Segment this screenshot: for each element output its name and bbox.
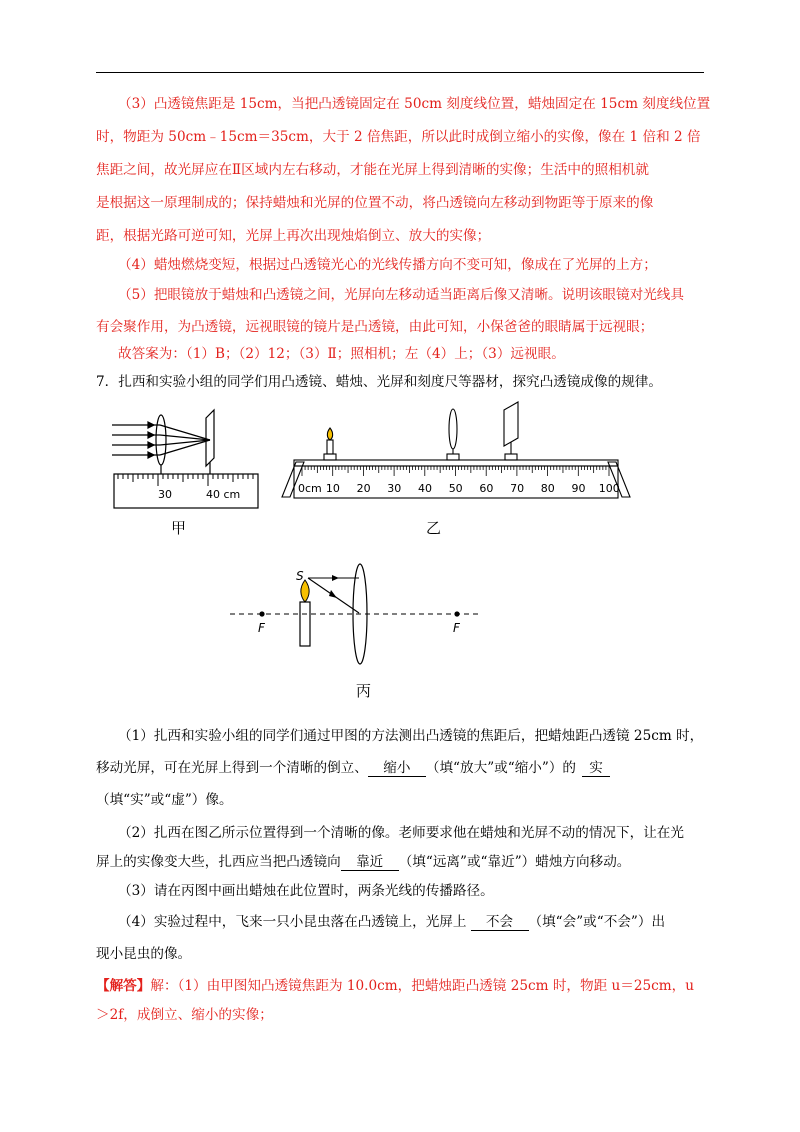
q2-line-2 [96,853,630,871]
figure-jia [110,406,262,510]
question-7-stem: 7．扎西和实验小组的同学们用凸透镜、蜡烛、光屏和刻度尺等器材，探究凸透镜成像的规律。 [96,374,662,390]
bing-flame [301,580,309,602]
prev-answer-line-7: （5）把眼镜放于蜡烛和凸透镜之间，光屏向左移动适当距离后像又清晰。说明该眼镜对光线具 [118,287,684,303]
bench-tick-label: 20 [356,482,371,495]
q2-text-a: 屏上的实像变大些，扎西应当把凸透镜向 [96,854,341,870]
candle-body [327,440,333,454]
q1-line-2 [96,759,610,777]
prev-answer-line-1: （3）凸透镜焦距是 15cm，当把凸透镜固定在 50cm 刻度线位置，蜡烛固定在 15cm 刻度线位置 [118,96,711,112]
answer-line-1 [96,977,694,995]
answer-tag: 【解答】 [96,978,151,994]
convex-lens [156,415,166,465]
q2-line-1: （2）扎西在图乙所示位置得到一个清晰的像。老师要求他在蜡烛和光屏不动的情况下，让在光 [118,825,684,841]
prev-answer-line-9: 故答案为：（1）B；（2）12；（3）Ⅱ；照相机；左（4）上；（3）远视眼。 [118,346,565,362]
bench-tick-label: 40 [418,482,432,495]
prev-answer-line-5: 距，根据光路可逆可知，光屏上再次出现烛焰倒立、放大的实像； [96,228,491,244]
figure-bing-caption: 丙 [356,682,372,700]
q1-line-3: （填“实”或“虚”）像。 [96,792,233,808]
label-f-right: F [453,621,460,635]
answer-line-2: ＞2f，成倒立、缩小的实像； [96,1007,273,1023]
q1-blank-1-answer: 缩小 [368,761,426,777]
q4-text-b: （填“会”或“不会”）出 [528,914,666,930]
q4-blank-answer: 不会 [471,915,529,931]
q4-line-2: 现小昆虫的像。 [96,946,192,962]
figure-yi-caption: 乙 [426,519,442,537]
q4-text-a: （4）实验过程中，飞来一只小昆虫落在凸透镜上，光屏上 [118,914,467,930]
bench-lens [449,409,457,449]
q1-text-a: 移动光屏，可在光屏上得到一个清晰的倒立、 [96,760,368,776]
q2-text-b: （填“远离”或“靠近”）蜡烛方向移动。 [398,854,631,870]
prev-answer-line-4: 是根据这一原理制成的；保持蜡烛和光屏的位置不动，将凸透镜向左移动到物距等于原来的像 [96,195,654,211]
screen-holder [505,454,517,460]
candle-flame [327,428,332,440]
figure-bing [228,560,484,670]
bench-tick-label: 10 [325,482,340,495]
bench-tick-label: 60 [479,482,494,495]
header-rule [96,72,704,73]
lens-holder [447,454,459,460]
figure-yi [280,400,632,500]
bench-tick-label: 80 [540,482,555,495]
bench-tick-label: 100 [598,482,620,495]
bench-tick-label: 70 [510,482,525,495]
q1-text-b: （填“放大”或“缩小”）的 [425,760,577,776]
prev-answer-line-3: 焦距之间，故光屏应在Ⅱ区域内左右移动，才能在光屏上得到清晰的实像；生活中的照相机就 [96,162,649,178]
q4-line-1 [118,913,665,931]
label-s: S [296,569,304,583]
tick-label-40cm: 40 cm [206,488,241,501]
focal-point-right [454,611,459,616]
label-f-left: F [258,621,265,635]
q3-line-1: （3）请在丙图中画出蜡烛在此位置时，两条光线的传播路径。 [118,883,494,899]
candle-holder [324,454,336,460]
bench-rail [294,460,618,466]
q2-blank-answer: 靠近 [341,855,399,871]
focal-point-left [259,611,264,616]
bench-tick-label: 90 [571,482,586,495]
bench-screen [504,402,518,446]
prev-answer-line-2: 时，物距为 50cm﹣15cm＝35cm，大于 2 倍焦距，所以此时成倒立缩小的实像，像在 1 倍和 2 倍 [96,129,701,145]
bench-tick-label: 30 [387,482,402,495]
prev-answer-line-8: 有会聚作用，为凸透镜，远视眼镜的镜片是凸透镜，由此可知，小保爸爸的眼睛属于远视眼； [96,319,654,335]
bench-tick-label: 50 [448,482,463,495]
q1-line-1: （1）扎西和实验小组的同学们通过甲图的方法测出凸透镜的焦距后，把蜡烛距凸透镜 25cm 时， [118,728,704,744]
answer-text-a: 解：（1）由甲图知凸透镜焦距为 10.0cm，把蜡烛距凸透镜 25cm 时，物距 u＝25cm，u [150,978,695,994]
q1-blank-2-answer: 实 [582,761,610,777]
light-screen [206,410,214,466]
prev-answer-line-6: （4）蜡烛燃烧变短，根据过凸透镜光心的光线传播方向不变可知，像成在了光屏的上方； [118,257,657,273]
bing-candle [300,602,310,646]
bench-tick-label: 0cm [298,482,322,495]
tick-label-30: 30 [158,488,172,501]
figure-jia-caption: 甲 [171,519,187,537]
